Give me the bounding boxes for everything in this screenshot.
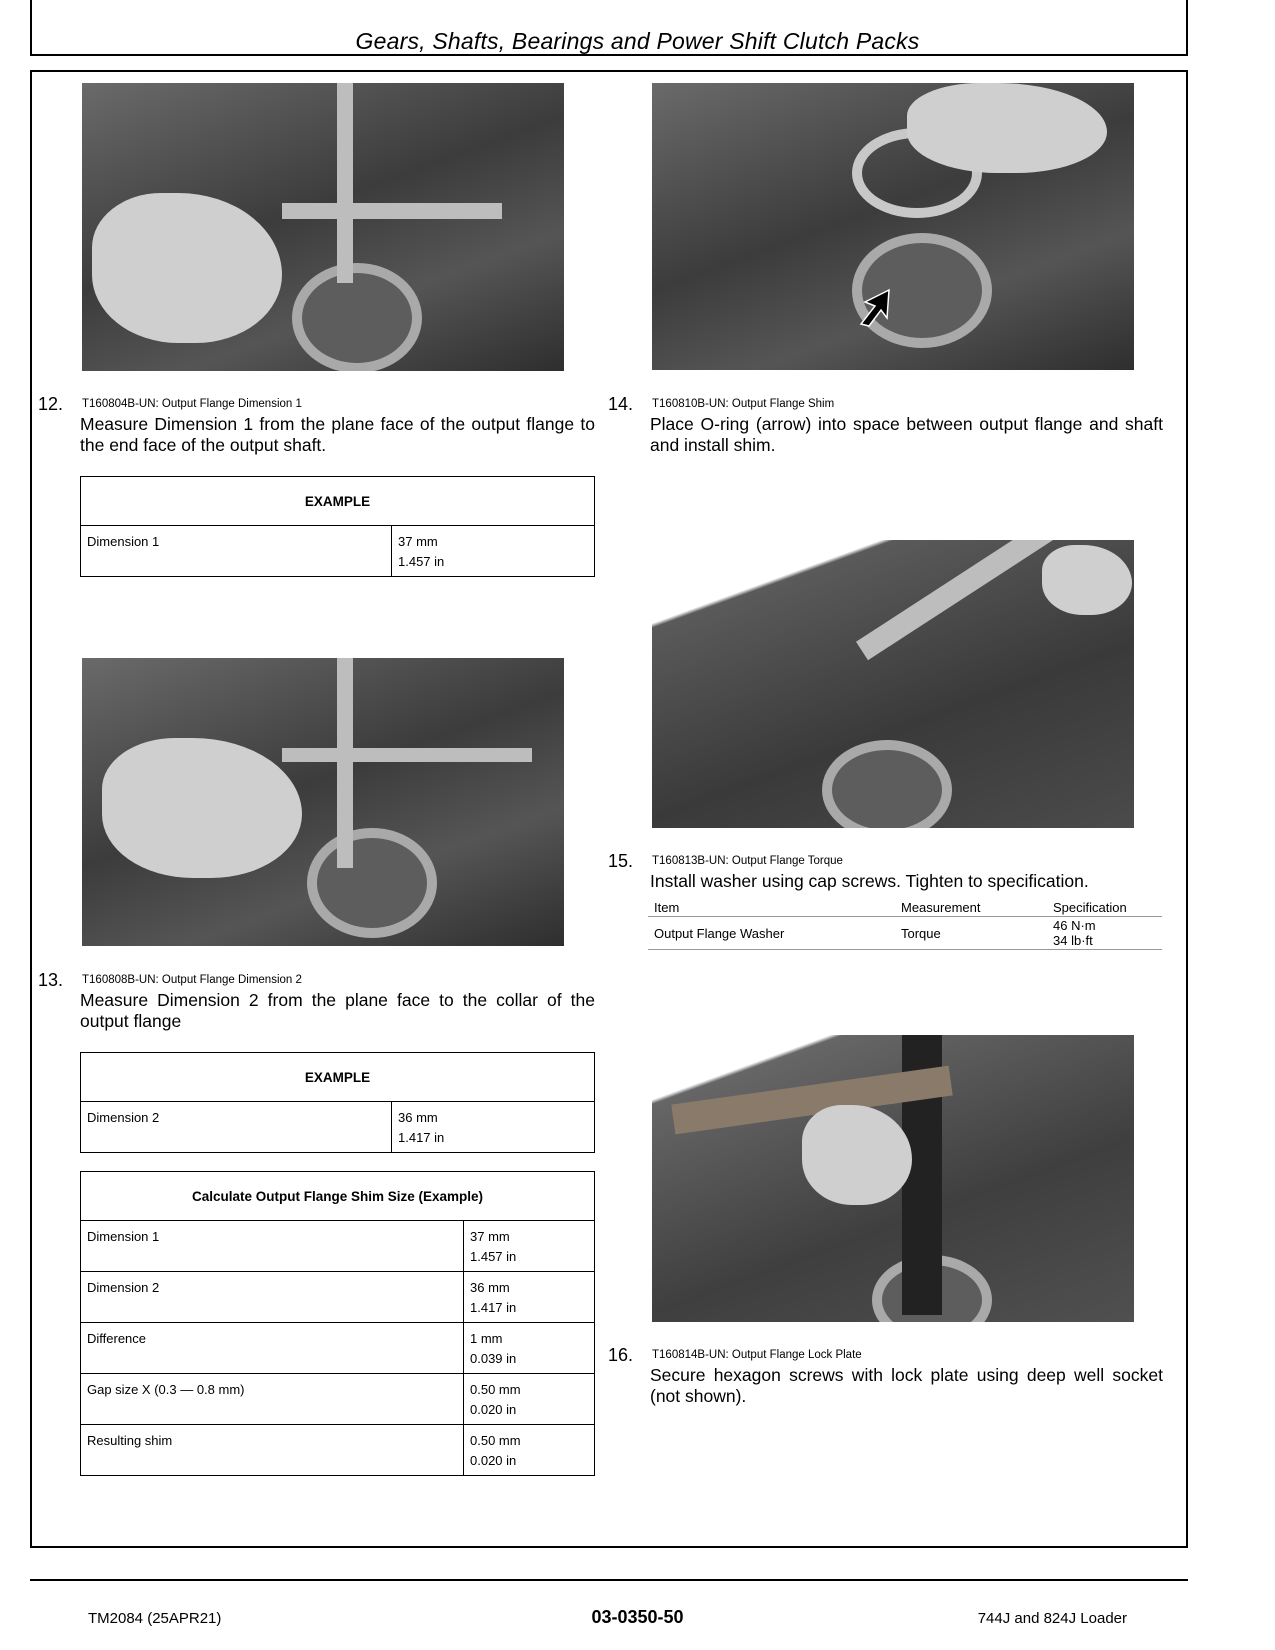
spec-row xyxy=(648,917,1162,950)
value-mm: 36 mm xyxy=(398,1110,438,1125)
step-number: 15. xyxy=(608,851,634,871)
photo-output-flange-dimension-1 xyxy=(82,83,564,371)
spec-value-nm: 46 N·m xyxy=(1053,918,1096,933)
shim-calculation-table xyxy=(80,1171,595,1476)
photo-output-flange-torque xyxy=(652,540,1134,828)
page-title: Gears, Shafts, Bearings and Power Shift Clutch Packs xyxy=(355,28,920,54)
spec-value xyxy=(1047,917,1162,950)
table-row xyxy=(81,1272,595,1323)
row-value xyxy=(464,1425,595,1476)
row-value xyxy=(464,1221,595,1272)
row-value xyxy=(392,526,595,577)
value-in: 0.020 in xyxy=(470,1453,517,1468)
column-header-specification: Specification xyxy=(1047,898,1162,917)
column-header-item: Item xyxy=(648,898,895,917)
spec-measurement: Torque xyxy=(895,917,1047,950)
step-instruction: Measure Dimension 2 from the plane face to the collar of the output flange xyxy=(80,990,595,1031)
row-label: Dimension 1 xyxy=(81,1221,464,1272)
column-header-measurement: Measurement xyxy=(895,898,1047,917)
photo-output-flange-dimension-2 xyxy=(82,658,564,946)
spec-item: Output Flange Washer xyxy=(648,917,895,950)
spec-value-lbft: 34 lb·ft xyxy=(1053,933,1093,948)
example-table-dimension-2 xyxy=(80,1052,595,1153)
footer-manual-id: TM2084 (25APR21) xyxy=(88,1610,222,1627)
step-instruction: Measure Dimension 1 from the plane face of the output flange to the end face of the output shaft. xyxy=(80,414,595,455)
footer-machine-model: 744J and 824J Loader xyxy=(977,1610,1127,1627)
value-mm: 36 mm xyxy=(470,1280,510,1295)
figure-caption: T160814B-UN: Output Flange Lock Plate xyxy=(652,1349,862,1361)
step-number: 12. xyxy=(38,394,64,414)
table-header: Calculate Output Flange Shim Size (Example) xyxy=(81,1172,595,1221)
photo-output-flange-shim xyxy=(652,83,1134,370)
footer-page-number: 03-0350-50 xyxy=(591,1607,684,1627)
torque-spec-table xyxy=(648,898,1162,950)
example-table-dimension-1 xyxy=(80,476,595,577)
value-mm: 37 mm xyxy=(398,534,438,549)
row-label: Resulting shim xyxy=(81,1425,464,1476)
row-label: Gap size X (0.3 — 0.8 mm) xyxy=(81,1374,464,1425)
table-row xyxy=(81,1425,595,1476)
value-mm: 1 mm xyxy=(470,1331,503,1346)
step-number: 13. xyxy=(38,970,64,990)
footer-divider xyxy=(30,1579,1188,1581)
photo-output-flange-lock-plate xyxy=(652,1035,1134,1322)
row-label: Dimension 2 xyxy=(81,1272,464,1323)
value-in: 1.417 in xyxy=(470,1300,517,1315)
figure-caption: T160813B-UN: Output Flange Torque xyxy=(652,855,843,867)
value-in: 0.020 in xyxy=(470,1402,517,1417)
row-value xyxy=(464,1374,595,1425)
table-row xyxy=(81,1102,595,1153)
step-instruction: Secure hexagon screws with lock plate using deep well socket (not shown). xyxy=(650,1365,1163,1406)
table-header: EXAMPLE xyxy=(81,477,595,526)
step-number: 16. xyxy=(608,1345,634,1365)
value-mm: 0.50 mm xyxy=(470,1433,521,1448)
row-value xyxy=(464,1323,595,1374)
value-in: 1.417 in xyxy=(398,1130,445,1145)
value-in: 1.457 in xyxy=(398,554,445,569)
step-instruction: Install washer using cap screws. Tighten to specification. xyxy=(650,871,1089,891)
table-header: EXAMPLE xyxy=(81,1053,595,1102)
value-mm: 37 mm xyxy=(470,1229,510,1244)
step-number: 14. xyxy=(608,394,634,414)
table-row xyxy=(81,1374,595,1425)
figure-caption: T160810B-UN: Output Flange Shim xyxy=(652,398,835,410)
figure-caption: T160804B-UN: Output Flange Dimension 1 xyxy=(82,398,302,410)
row-label: Dimension 2 xyxy=(81,1102,392,1153)
value-in: 0.039 in xyxy=(470,1351,517,1366)
spec-header-row xyxy=(648,898,1162,917)
figure-caption: T160808B-UN: Output Flange Dimension 2 xyxy=(82,974,302,986)
table-row xyxy=(81,526,595,577)
row-value xyxy=(464,1272,595,1323)
arrow-icon xyxy=(857,288,897,328)
table-row xyxy=(81,1221,595,1272)
row-value xyxy=(392,1102,595,1153)
value-in: 1.457 in xyxy=(470,1249,517,1264)
row-label: Dimension 1 xyxy=(81,526,392,577)
table-row xyxy=(81,1323,595,1374)
value-mm: 0.50 mm xyxy=(470,1382,521,1397)
row-label: Difference xyxy=(81,1323,464,1374)
step-instruction: Place O-ring (arrow) into space between output flange and shaft and install shim. xyxy=(650,414,1163,455)
